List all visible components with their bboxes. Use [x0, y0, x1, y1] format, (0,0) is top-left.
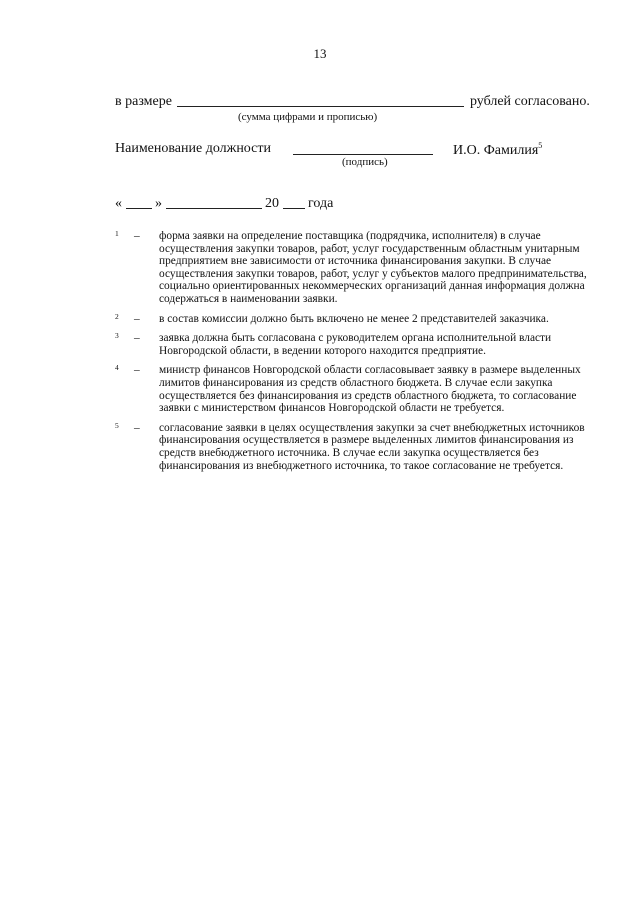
footnote-number: 4	[115, 363, 119, 373]
date-line	[115, 194, 333, 212]
year-blank	[283, 194, 305, 209]
amount-suffix: рублей согласовано.	[469, 94, 590, 109]
footnote-dash: –	[134, 332, 140, 345]
footnote-dash: –	[134, 364, 140, 377]
signer-name-text: И.О. Фамилия	[453, 143, 539, 158]
footnote-text: согласование заявки в целях осуществления закупки за счет внебюджетных источников финансирования осуществляется в размере выделенных лимитов финансирования из средств внебюджетного источника. В случае если закупка осуществляется без финансирования из внебюджетного источника, то такое согласование не требуется.	[159, 421, 585, 472]
date-close-quote: »	[155, 196, 162, 211]
footnote-text: заявка должна быть согласована с руководителем органа исполнительной власти Новгородской области, в ведении которого находится предприятие.	[159, 332, 552, 357]
footnote-text: министр финансов Новгородской области согласовывает заявку в размере выделенных лимитов финансирования из средств областного бюджета. В случае если закупка осуществляется без финансирования из средств областного бюджета, то согласование заявки с министерством финансов Новгородской области не требуется.	[159, 364, 581, 415]
amount-blank	[177, 92, 464, 107]
footnote-text: форма заявки на определение поставщика (подрядчика, исполнителя) в случае осуществления закупки товаров, работ, услуг государственным областным унитарным предприятием вне зависимости от источника финансирования закупки. В случае осуществления закупки товаров, работ, услуг у субъектов малого предпринимательства, социально ориентированных некоммерческих организаций данная информация должна содержаться в наименовании заявки.	[159, 230, 587, 305]
date-open-quote: «	[115, 196, 122, 211]
amount-line	[115, 92, 590, 110]
footnote-item	[115, 422, 595, 472]
position-label: Наименование должности	[115, 141, 271, 156]
amount-caption: (сумма цифрами и прописью)	[238, 111, 378, 123]
footnote-number: 2	[115, 311, 119, 321]
footnote-text: в состав комиссии должно быть включено не менее 2 представителей заказчика.	[159, 312, 549, 325]
amount-prefix: в размере	[115, 94, 172, 109]
signer-footnote-ref: 5	[538, 141, 543, 150]
signer-name	[453, 141, 542, 159]
day-blank	[126, 194, 152, 209]
footnote-number: 5	[115, 420, 119, 430]
page-number: 13	[313, 46, 327, 61]
footnote-dash: –	[134, 230, 140, 242]
footnote-dash: –	[134, 421, 140, 434]
footnote-item	[115, 364, 595, 414]
footnote-item	[115, 230, 595, 306]
month-blank	[166, 194, 262, 209]
footnotes-list	[115, 230, 595, 479]
footnote-item	[115, 332, 595, 357]
footnote-dash: –	[134, 312, 140, 325]
footnote-item	[115, 313, 595, 326]
year-suffix: года	[308, 196, 334, 211]
footnote-number: 3	[115, 331, 119, 341]
signature-blank	[293, 138, 433, 155]
footnote-number: 1	[115, 229, 119, 238]
signature-caption: (подпись)	[342, 156, 388, 168]
year-prefix: 20	[265, 196, 279, 211]
